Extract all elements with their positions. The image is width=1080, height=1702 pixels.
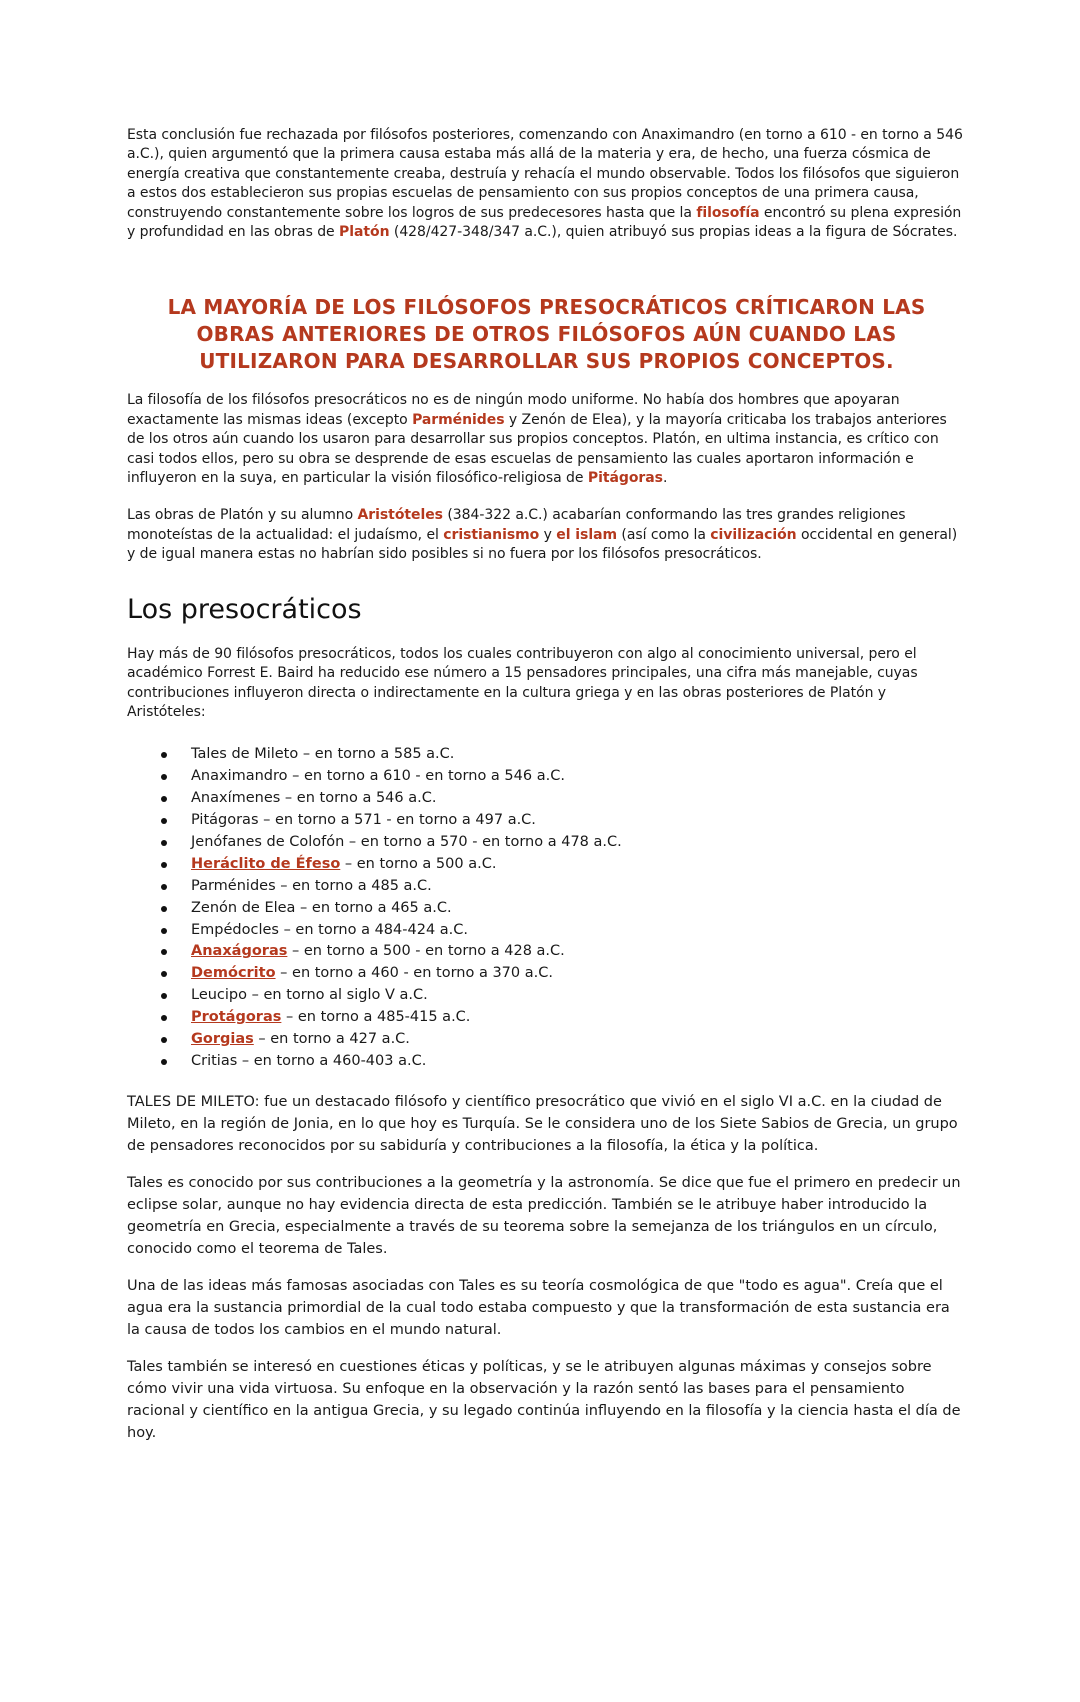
paragraph-text: La filosofía de los filósofos presocráticos no es de ningún modo uniforme. No había dos hombres que apoyaran exactamente las mismas ideas (excepto: [127, 392, 900, 428]
bullet-icon: [161, 796, 167, 802]
philosopher-date: – en torno a 485 a.C.: [275, 877, 432, 894]
paragraph-overview: Hay más de 90 filósofos presocráticos, todos los cuales contribuyeron con algo al conocimiento universal, pero el académico Forrest E. Baird ha reducido ese número a 15 pensadores principales, una cifra más manejable, cuyas contribuciones influyeron directa o indirectamente en la cultura griega y en las obras posteriores de Platón y Aristóteles:: [127, 645, 918, 720]
link-cristianismo[interactable]: cristianismo: [443, 526, 540, 543]
philosopher-date: – en torno a 610 - en torno a 546 a.C.: [287, 768, 565, 785]
philosopher-date: – en torno a 427 a.C.: [253, 1031, 410, 1048]
intro-text: encontró su plena expresión y profundidad en las obras de: [127, 204, 962, 241]
list-item: [161, 1007, 966, 1029]
highlight-heading: LA MAYORÍA DE LOS FILÓSOFOS PRESOCRÁTICOS CRÍTICARON LAS OBRAS ANTERIORES DE OTROS FILÓSOFOS AÚN CUANDO LAS UTILIZARON PARA DESARROLLAR SUS PROPIOS CONCEPTOS.: [167, 295, 926, 374]
philosopher-link[interactable]: Anaxágoras: [191, 943, 288, 960]
list-item: [161, 941, 966, 963]
bullet-icon: [161, 906, 167, 912]
paragraph-platon-aristoteles: [127, 506, 966, 564]
philosopher-name: Parménides: [191, 877, 276, 894]
philosopher-link[interactable]: Demócrito: [191, 965, 276, 982]
bullet-icon: [161, 993, 167, 999]
tales-paragraph: Una de las ideas más famosas asociadas con Tales es su teoría cosmológica de que "todo es agua". Creía que el agua era la sustancia primordial de la cual todo estaba compuesto y que la transformación de esta sustancia era la causa de todos los cambios en el mundo natural.: [127, 1277, 950, 1338]
section-title: Los presocráticos: [127, 593, 362, 625]
paragraph-text: .: [662, 470, 668, 487]
bullet-icon: [161, 774, 167, 780]
philosopher-name: Empédocles: [191, 921, 279, 938]
tales-paragraph: Tales es conocido por sus contribuciones a la geometría y la astronomía. Se dice que fue el primero en predecir un eclipse solar, aunque no hay evidencia directa de esta predicción. También se le atribuye haber introducido la geometría en Grecia, especialmente a través de su teorema sobre la semejanza de los triángulos en un círculo, conocido como el teorema de Tales.: [127, 1174, 961, 1257]
link-aristoteles[interactable]: Aristóteles: [357, 507, 443, 524]
intro-paragraph: [127, 126, 966, 242]
philosopher-name: Pitágoras: [191, 812, 259, 829]
intro-text: (428/427-348/347 a.C.), quien atribuyó sus propias ideas a la figura de Sócrates.: [389, 224, 958, 241]
tales-paragraph: TALES DE MILETO: fue un destacado filósofo y científico presocrático que vivió en el siglo VI a.C. en la ciudad de Mileto, en la región de Jonia, en lo que hoy es Turquía. Se le considera uno de los Siete Sabios de Grecia, un grupo de pensadores reconocidos por su sabiduría y contribuciones a la filosofía, la ética y la política.: [127, 1093, 958, 1154]
list-item: [161, 1051, 966, 1073]
bullet-icon: [161, 840, 167, 846]
list-item: [161, 744, 966, 766]
paragraph-text: (así como la: [617, 526, 711, 543]
bullet-icon: [161, 1059, 167, 1065]
link-parmenides[interactable]: Parménides: [412, 411, 505, 428]
list-item: [161, 854, 966, 876]
philosopher-date: – en torno a 546 a.C.: [280, 790, 437, 807]
paragraph-text: Las obras de Platón y su alumno: [127, 507, 358, 524]
link-filosofia[interactable]: filosofía: [696, 204, 760, 221]
tales-section: [127, 1091, 966, 1444]
paragraph-text: occidental en general) y de igual manera estas no habrían sido posibles si no fuera por los filósofos presocráticos.: [127, 526, 958, 563]
philosopher-date: – en torno a 460-403 a.C.: [237, 1053, 427, 1069]
philosopher-name: Jenófanes de Colofón: [191, 833, 345, 850]
philosopher-name: Zenón de Elea: [191, 899, 296, 916]
tales-paragraph: Tales también se interesó en cuestiones éticas y políticas, y se le atribuyen algunas máximas y consejos sobre cómo vivir una vida virtuosa. Su enfoque en la observación y la razón sentó las bases para el pensamiento racional y científico en la antigua Grecia, y su legado continúa influyendo en la filosofía y la ciencia hasta el día de hoy.: [127, 1358, 961, 1441]
bullet-icon: [161, 1015, 167, 1021]
philosopher-link[interactable]: Protágoras: [191, 1009, 282, 1026]
list-item: [161, 876, 966, 898]
bullet-icon: [161, 884, 167, 890]
list-item: [161, 766, 966, 788]
bullet-icon: [161, 928, 167, 934]
intro-text: Esta conclusión fue rechazada por filósofos posteriores, comenzando con Anaximandro (en torno a 610 - en torno a 546 a.C.), quien argumentó que la primera causa estaba más allá de la materia y era, de hecho, una fuerza cósmica de energía creativa que constantemente creaba, destruía y rehacía el mundo observable. Todos los filósofos que siguieron a estos dos establecieron sus propias escuelas de pensamiento con sus propios conceptos de una primera causa, construyendo constantemente sobre los logros de sus predecesores hasta que la: [127, 127, 963, 221]
philosopher-name: Anaxímenes: [191, 790, 281, 807]
link-islam[interactable]: el islam: [556, 526, 618, 543]
philosopher-name: Critias: [191, 1053, 238, 1069]
philosopher-date: – en torno a 585 a.C.: [298, 746, 455, 763]
list-item: [161, 963, 966, 985]
philosopher-date: – en torno a 465 a.C.: [295, 899, 452, 916]
list-item: [161, 985, 966, 1007]
list-item: [161, 898, 966, 920]
link-platon[interactable]: Platón: [339, 224, 390, 241]
philosopher-name: Leucipo: [191, 987, 248, 1004]
list-item: [161, 832, 966, 854]
bullet-icon: [161, 949, 167, 955]
link-civilizacion[interactable]: civilización: [710, 526, 797, 543]
paragraph-text: y: [539, 526, 557, 543]
bullet-icon: [161, 971, 167, 977]
bullet-icon: [161, 862, 167, 868]
philosopher-name: Tales de Mileto: [191, 746, 299, 763]
philosopher-date: – en torno a 460 - en torno a 370 a.C.: [275, 965, 553, 982]
philosopher-date: – en torno a 485-415 a.C.: [281, 1009, 471, 1026]
philosopher-date: – en torno a 570 - en torno a 478 a.C.: [344, 833, 622, 850]
paragraph-text: (384-322 a.C.) acabarían conformando las tres grandes religiones monoteístas de la actualidad: el judaísmo, el: [127, 507, 906, 543]
bullet-icon: [161, 818, 167, 824]
philosopher-date: – en torno a 500 a.C.: [340, 855, 497, 872]
bullet-icon: [161, 1037, 167, 1043]
philosopher-date: – en torno a 500 - en torno a 428 a.C.: [287, 943, 565, 960]
philosopher-date: – en torno al siglo V a.C.: [247, 987, 428, 1004]
link-pitagoras[interactable]: Pitágoras: [587, 470, 663, 487]
paragraph-uniformity: [127, 391, 966, 488]
list-item: [161, 810, 966, 832]
paragraph-text: y Zenón de Elea), y la mayoría criticaba los trabajos anteriores de los otros aún cuando los usaron para desarrollar sus propios conceptos. Platón, en ultima instancia, es crítico con casi todos ellos, pero su obra se desprende de esas escuelas de pensamiento las cuales aportaron información e influyeron en la suya, en particular la visión filosófico-religiosa de: [127, 411, 947, 487]
philosopher-date: – en torno a 484-424 a.C.: [278, 921, 469, 938]
bullet-icon: [161, 752, 167, 758]
philosopher-date: – en torno a 571 - en torno a 497 a.C.: [258, 812, 536, 829]
list-item: [161, 1029, 966, 1051]
philosopher-link[interactable]: Heráclito de Éfeso: [191, 855, 341, 872]
philosopher-link[interactable]: Gorgias: [191, 1031, 254, 1048]
philosopher-name: Anaximandro: [191, 768, 288, 785]
list-item: [161, 788, 966, 810]
list-item: [161, 920, 966, 942]
philosopher-list: [127, 744, 966, 1073]
